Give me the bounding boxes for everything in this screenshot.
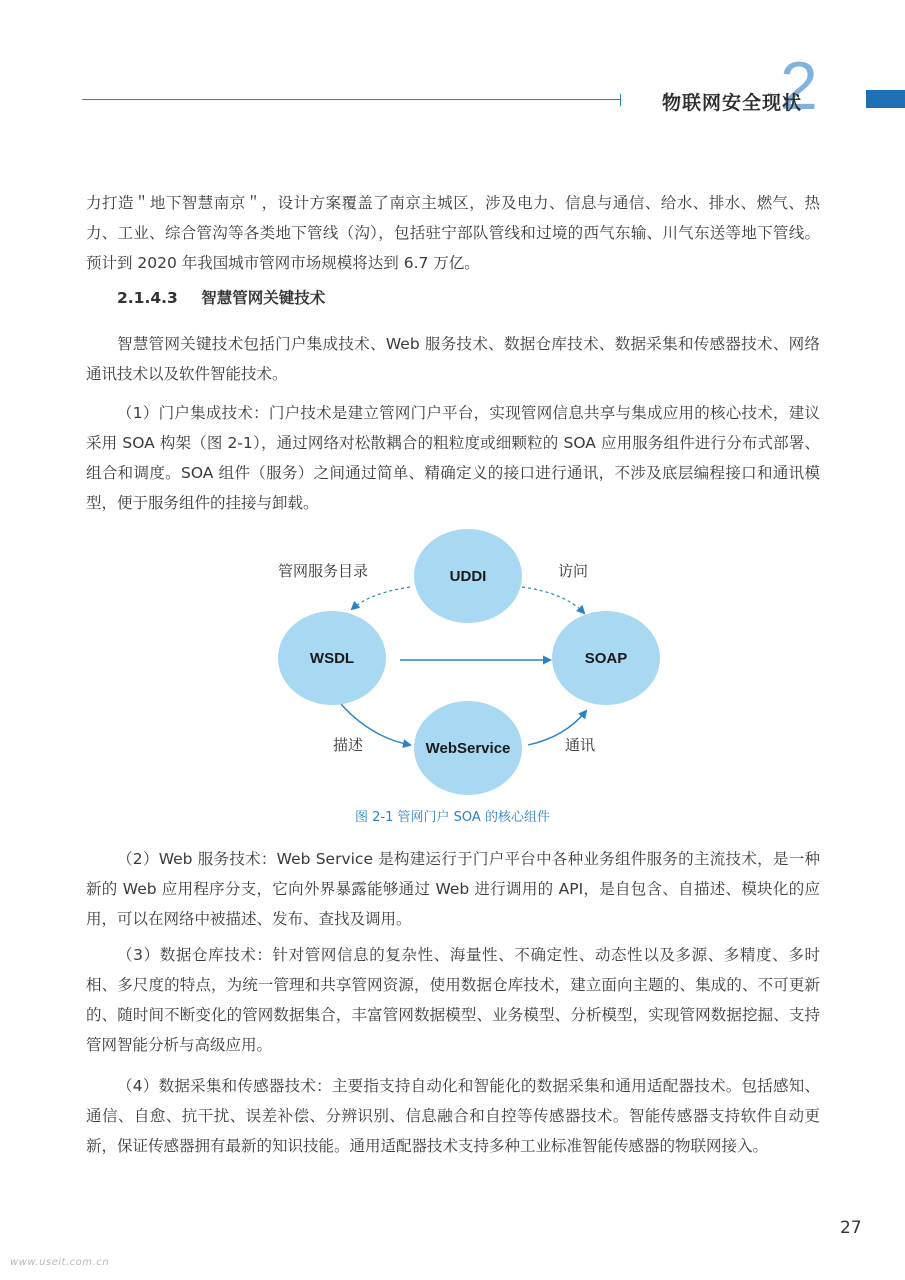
page-number: 27: [840, 1218, 862, 1238]
paragraph-data-warehouse: （3）数据仓库技术：针对管网信息的复杂性、海量性、不确定性、动态性以及多源、多精度、多时相、多尺度的特点，为统一管理和共享管网资源，使用数据仓库技术，建立面向主题的、集成的、不可更新的、随时间不断变化的管网数据集合，丰富管网数据模型、业务模型、分析模型，实现管网数据挖掘、支持管网智能分析与高级应用。: [86, 946, 820, 1054]
header-rule-tick: [620, 94, 621, 106]
paragraph-web-service: （2）Web 服务技术：Web Service 是构建运行于门户平台中各种业务组件服务的主流技术，是一种新的 Web 应用程序分支，它向外界暴露能够通过 Web 进行调用的 API，是自包含、自描述、模块化的应用，可以在网络中被描述、发布、查找及调用。: [86, 850, 820, 928]
section-number: 2.1.4.3: [117, 289, 178, 307]
section-heading: [117, 286, 325, 308]
edge-label-communicate: 通讯: [565, 736, 596, 754]
paragraph-data-collection: （4）数据采集和传感器技术：主要指支持自动化和智能化的数据采集和通用适配器技术。包括感知、通信、自愈、抗干扰、误差补偿、分辨识别、信息融合和自控等传感器技术。智能传感器支持软件自动更新，保证传感器拥有最新的知识技能。通用适配器技术支持多种工业标准智能传感器的物联网接入。: [86, 1077, 820, 1155]
node-uddi-label: UDDI: [449, 568, 487, 585]
chapter-accent-bar: [866, 90, 905, 108]
edge-label-access: 访问: [558, 562, 589, 580]
edge-label-directory: 管网服务目录: [278, 562, 369, 580]
edge-label-describe: 描述: [333, 736, 364, 754]
arrow-uddi-to-soap: [522, 587, 584, 613]
node-webservice-label: WebService: [425, 740, 511, 757]
chapter-title: 物联网安全现状: [662, 92, 803, 114]
soa-diagram: [260, 525, 660, 800]
chapter-number: 2: [780, 48, 818, 124]
header-rule: [82, 99, 620, 100]
site-url: www.useit.com.cn: [10, 1257, 110, 1268]
node-wsdl-label: WSDL: [309, 650, 355, 667]
paragraph-key-tech: 智慧管网关键技术包括门户集成技术、Web 服务技术、数据仓库技术、数据采集和传感器技术、网络通讯技术以及软件智能技术。: [86, 335, 820, 383]
section-title: 智慧管网关键技术: [201, 289, 326, 307]
paragraph-intro: 力打造＂地下智慧南京＂，设计方案覆盖了南京主城区，涉及电力、信息与通信、给水、排水、燃气、热力、工业、综合管沟等各类地下管线（沟），包括驻宁部队管线和过境的西气东输、川气东送等地下管线。预计到 2020 年我国城市管网市场规模将达到 6.7 万亿。: [86, 194, 820, 272]
paragraph-portal: （1）门户集成技术：门户技术是建立管网门户平台，实现管网信息共享与集成应用的核心技术，建议采用 SOA 构架（图 2-1），通过网络对松散耦合的粗粒度或细颗粒的 SOA 应用服务组件进行分布式部署、组合和调度。SOA 组件（服务）之间通过简单、精确定义的接口进行通讯，不涉及底层编程接口和通讯模型，便于服务组件的挂接与卸载。: [86, 404, 820, 512]
figure-caption: 图 2-1 管网门户 SOA 的核心组件: [355, 810, 550, 825]
arrow-uddi-to-wsdl: [352, 587, 410, 609]
node-soap-label: SOAP: [584, 650, 628, 667]
